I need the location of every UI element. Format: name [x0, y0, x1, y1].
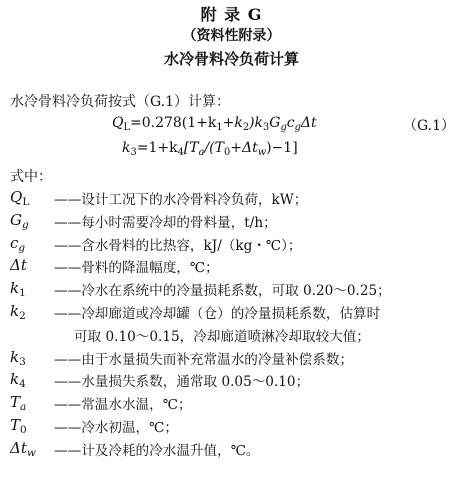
definition-item [10, 256, 462, 279]
definition-symbol: Δt [10, 256, 27, 275]
definition-text: ——冷却廊道或冷却罐（仓）的冷量损耗系数，估算时 可取 0.10～0.15，冷却廊道喷淋冷却取较大值； [54, 305, 381, 345]
definition-symbol: $c_g$ [10, 233, 26, 254]
equation-number: （G.1） [403, 118, 456, 134]
definition-text: ——每小时需要冷却的骨料量，t/h； [54, 214, 277, 231]
definition-symbol: $k_3$ [10, 347, 26, 368]
definition-list [10, 188, 462, 462]
definition-text: ——由于水量损失而补充常温水的冷量补偿系数； [54, 351, 354, 368]
definition-item [10, 279, 462, 302]
definition-item [10, 302, 462, 348]
appendix-heading: 附 录 G [200, 5, 263, 24]
definition-item [10, 348, 462, 371]
definition-symbol: $Q_L$ [10, 188, 30, 208]
definition-item [10, 234, 462, 257]
definition-item [10, 393, 462, 416]
definition-item [10, 188, 462, 211]
definition-symbol: $T_a$ [10, 393, 27, 414]
definition-symbol: $\Delta t_w$ [10, 438, 36, 459]
definition-item [10, 370, 462, 393]
formula-g1-line1: $Q_L=0.278(1+k_1+k_2)k_3G_gc_g\Delta t$ [112, 115, 317, 133]
definition-text: ——水量损失系数，通常取 0.05～0.10； [54, 374, 310, 391]
definition-item [10, 416, 462, 439]
definition-text: ——骨料的降温幅度，℃； [54, 260, 219, 277]
definition-text: ——计及冷耗的冷水温升值，℃。 [54, 442, 260, 459]
definition-item [10, 439, 462, 462]
definition-symbol: $G_g$ [10, 210, 29, 231]
appendix-note: （资料性附录） [182, 28, 281, 44]
definition-text: ——冷水初温，℃； [54, 419, 178, 436]
where-label: 式中： [10, 169, 52, 185]
definition-symbol: $T_0$ [10, 415, 27, 436]
definition-symbol: $k_1$ [10, 279, 26, 300]
formula-g1-line2: $k_3=1+k_4[T_a/(T_0+\Delta t_w)-1]$ [122, 140, 298, 158]
appendix-title: 水冷骨料冷负荷计算 [163, 50, 299, 68]
definition-text: ——冷水在系统中的冷量损耗系数，可取 0.20～0.25； [54, 283, 391, 300]
definition-symbol: $k_2$ [10, 301, 26, 322]
definition-text: ——含水骨料的比热容，kJ/（kg・℃）； [54, 237, 302, 254]
intro-text: 水冷骨料冷负荷按式（G.1）计算： [10, 94, 231, 110]
definition-symbol: $k_4$ [10, 370, 26, 391]
definition-text: ——设计工况下的水冷骨料冷负荷，kW； [54, 192, 308, 208]
definition-text: ——常温水水温，℃； [54, 397, 192, 414]
definition-text-continued: 可取 0.10～0.15，冷却廊道喷淋冷却取较大值； [74, 328, 370, 345]
definition-item [10, 211, 462, 234]
